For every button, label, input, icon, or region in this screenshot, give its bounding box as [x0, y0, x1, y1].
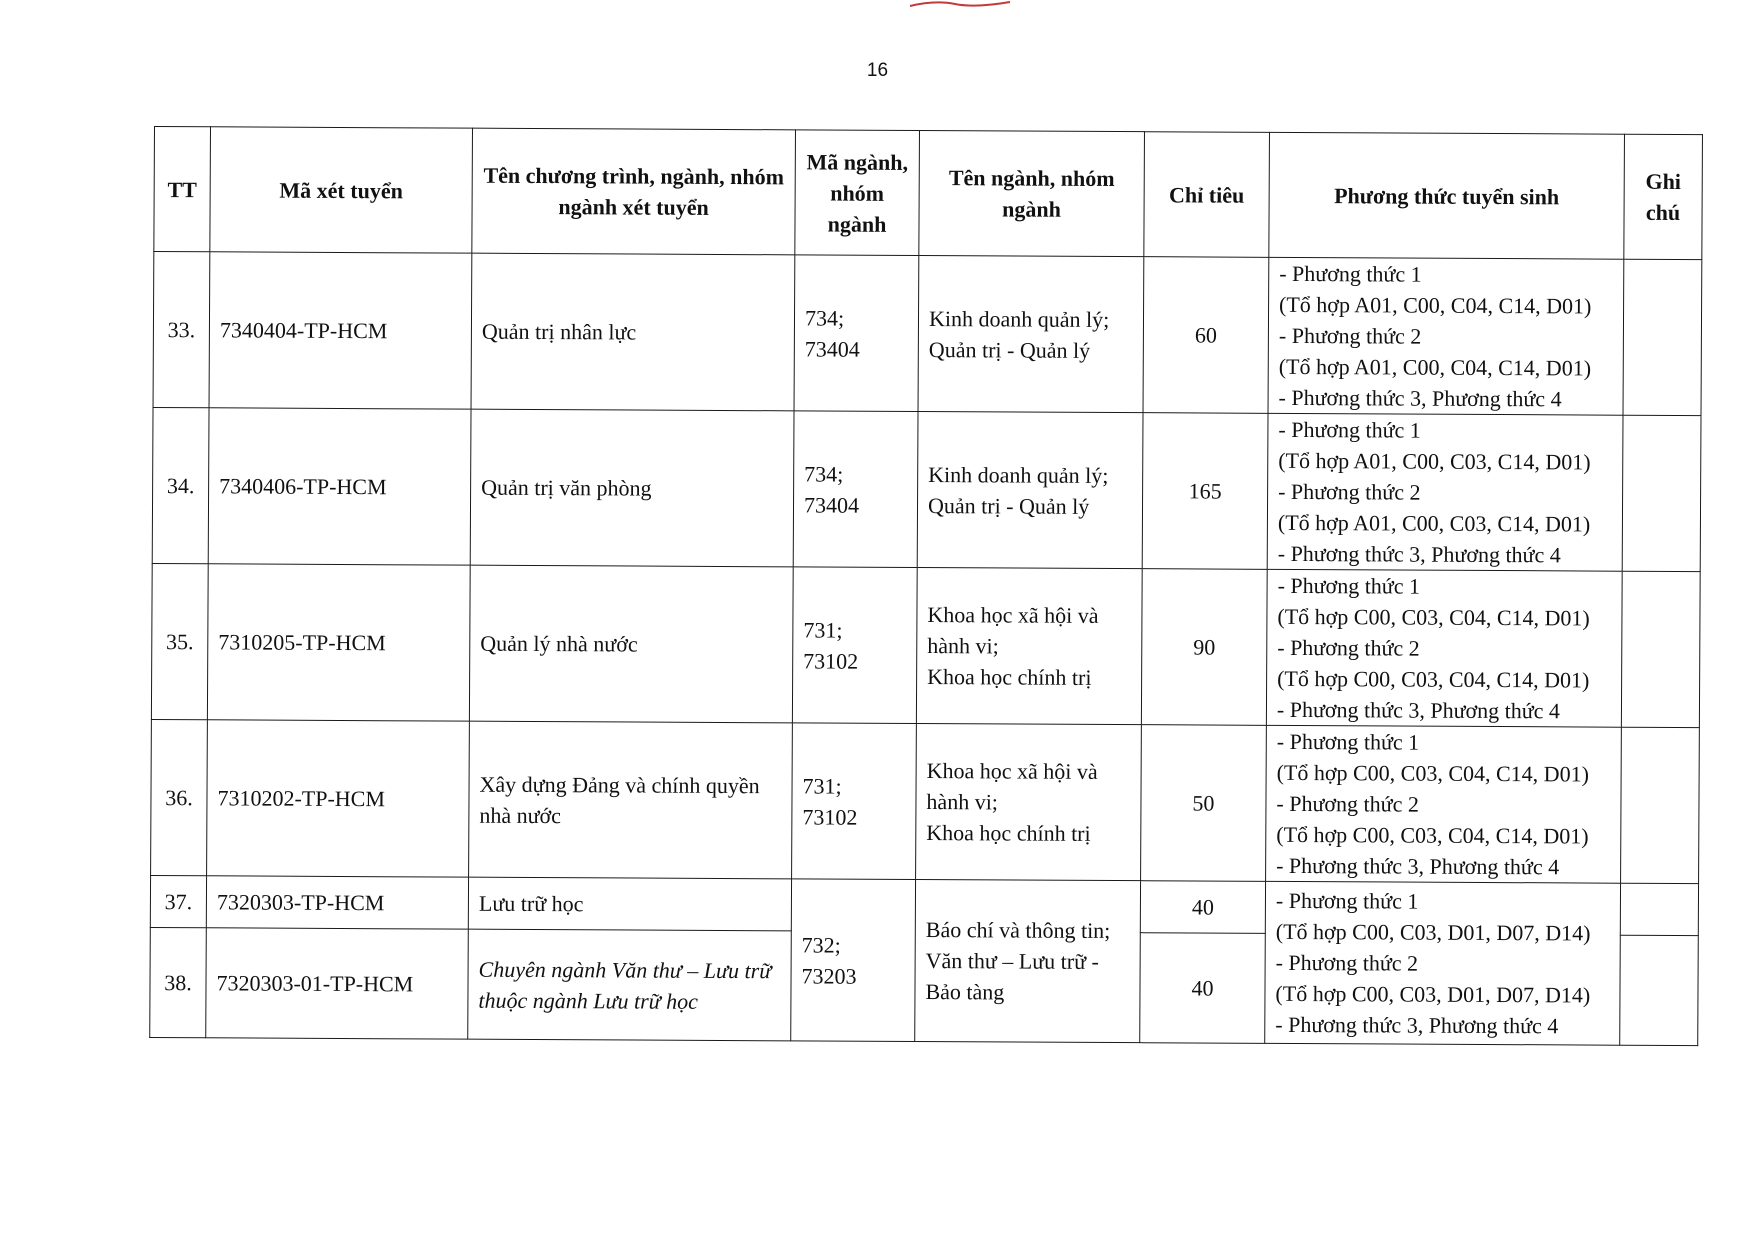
admissions-table — [149, 126, 1703, 1046]
method-line: - Phương thức 2 — [1275, 949, 1419, 976]
header-quota: Chỉ tiêu — [1144, 132, 1270, 258]
major-code-line: 73102 — [803, 647, 859, 674]
method-line: - Phương thức 3, Phương thức 4 — [1275, 1011, 1559, 1039]
method-line: (Tổ hợp A01, C00, C04, C14, D01) — [1279, 291, 1592, 319]
row-admission-code: 7320303-TP-HCM — [206, 876, 468, 929]
row-note — [1621, 571, 1700, 727]
row-program-name: Lưu trữ học — [468, 877, 791, 931]
major-name-line: hành vi; — [927, 633, 999, 659]
row-note — [1623, 259, 1702, 415]
method-line: - Phương thức 2 — [1276, 790, 1419, 817]
method-line: - Phương thức 1 — [1276, 728, 1420, 755]
row-tt: 37. — [150, 875, 206, 927]
row-methods — [1265, 881, 1621, 1045]
table-row — [151, 719, 1700, 883]
method-line: (Tổ hợp A01, C00, C03, C14, D01) — [1277, 509, 1591, 537]
method-line: - Phương thức 3, Phương thức 4 — [1276, 696, 1561, 724]
row-tt: 34. — [152, 407, 209, 563]
major-name-line: Quản trị - Quản lý — [927, 492, 1090, 519]
row-tt: 35. — [151, 563, 208, 719]
method-line: (Tổ hợp C00, C03, C04, C14, D01) — [1277, 603, 1590, 631]
table-header-row — [154, 127, 1703, 260]
header-major-name: Tên ngành, nhóm ngành — [919, 131, 1145, 257]
row-major-name — [916, 724, 1142, 881]
method-line: - Phương thức 2 — [1277, 634, 1420, 661]
table-row — [152, 407, 1701, 571]
stamp-fragment-icon — [905, 0, 1015, 8]
page-number: 16 — [866, 60, 889, 81]
row-quota: 50 — [1141, 725, 1267, 882]
row-program-name: Quản lý nhà nước — [469, 565, 793, 723]
row-tt: 38. — [150, 927, 207, 1037]
major-code-line: 734; — [804, 304, 845, 331]
major-name-line: Kinh doanh quản lý; — [928, 305, 1110, 332]
row-methods — [1266, 725, 1622, 883]
major-code-line: 73203 — [801, 962, 857, 989]
row-note — [1621, 727, 1700, 883]
method-line: (Tổ hợp C00, C03, D01, D07, D14) — [1275, 918, 1591, 946]
row-quota: 165 — [1142, 413, 1268, 570]
row-major-code — [794, 255, 919, 412]
table-row — [150, 875, 1698, 935]
row-methods — [1268, 257, 1624, 415]
row-program-name: Quản trị nhân lực — [471, 253, 795, 411]
method-line: - Phương thức 3, Phương thức 4 — [1278, 384, 1562, 412]
method-line: (Tổ hợp C00, C03, D01, D07, D14) — [1275, 980, 1591, 1008]
row-major-name — [915, 879, 1141, 1042]
table-row — [153, 252, 1702, 416]
row-program-name: Xây dựng Đảng và chính quyền nhà nước — [469, 721, 793, 879]
row-major-code — [792, 567, 917, 724]
major-code-line: 73404 — [803, 491, 860, 518]
row-major-code — [793, 411, 918, 568]
row-major-code — [792, 723, 917, 880]
row-quota: 40 — [1140, 933, 1266, 1044]
row-admission-code: 7310205-TP-HCM — [207, 564, 470, 721]
row-quota: 90 — [1141, 569, 1267, 726]
major-name-line: Văn thư – Lưu trữ - — [925, 948, 1099, 974]
method-line: (Tổ hợp C00, C03, C04, C14, D01) — [1276, 821, 1589, 849]
row-note — [1622, 415, 1701, 571]
row-major-name — [918, 256, 1144, 413]
method-line: (Tổ hợp A01, C00, C03, C14, D01) — [1278, 447, 1591, 475]
method-line: - Phương thức 2 — [1278, 322, 1422, 349]
major-name-line: hành vi; — [926, 789, 999, 815]
major-code-line: 732; — [801, 931, 841, 958]
header-methods: Phương thức tuyển sinh — [1269, 132, 1625, 259]
major-name-line: Khoa học xã hội và — [926, 758, 1098, 784]
major-code-line: 73404 — [804, 335, 860, 362]
major-code-line: 734; — [804, 460, 844, 487]
row-tt: 33. — [153, 252, 210, 408]
method-line: (Tổ hợp C00, C03, C04, C14, D01) — [1276, 759, 1590, 787]
row-quota: 40 — [1140, 881, 1265, 934]
row-admission-code: 7310202-TP-HCM — [207, 720, 470, 877]
row-admission-code: 7340404-TP-HCM — [209, 252, 472, 409]
major-name-line: Quản trị - Quản lý — [928, 336, 1091, 363]
header-program-name: Tên chương trình, ngành, nhóm ngành xét tuyển — [472, 128, 796, 255]
method-line: - Phương thức 3, Phương thức 4 — [1277, 540, 1561, 568]
header-tt: TT — [154, 127, 211, 252]
method-line: (Tổ hợp C00, C03, C04, C14, D01) — [1277, 665, 1590, 693]
major-name-line: Bảo tàng — [925, 979, 1005, 1005]
row-methods — [1267, 413, 1623, 571]
row-major-name — [916, 568, 1142, 725]
row-program-name: Chuyên ngành Văn thư – Lưu trữ thuộc ngành Lưu trữ học — [468, 929, 792, 1041]
major-name-line: Khoa học chính trị — [927, 664, 1092, 690]
row-major-name — [917, 412, 1143, 569]
row-admission-code: 7320303-01-TP-HCM — [206, 928, 469, 1039]
method-line: - Phương thức 2 — [1278, 478, 1421, 505]
row-note — [1620, 883, 1698, 935]
row-methods — [1266, 569, 1622, 727]
major-name-line: Khoa học xã hội và — [927, 602, 1099, 628]
major-name-line: Khoa học chính trị — [926, 820, 1091, 846]
method-line: (Tổ hợp A01, C00, C04, C14, D01) — [1278, 353, 1592, 381]
header-note: Ghi chú — [1624, 134, 1703, 259]
major-code-line: 731; — [802, 772, 842, 799]
table-row — [151, 563, 1700, 727]
header-major-code: Mã ngành, nhóm ngành — [795, 130, 920, 256]
row-note — [1620, 935, 1699, 1045]
method-line: - Phương thức 1 — [1278, 416, 1421, 443]
major-code-line: 73102 — [802, 803, 858, 830]
major-name-line: Kinh doanh quản lý; — [928, 461, 1109, 488]
major-code-line: 731; — [803, 616, 843, 643]
method-line: - Phương thức 1 — [1277, 572, 1421, 599]
method-line: - Phương thức 3, Phương thức 4 — [1276, 852, 1560, 880]
row-tt: 36. — [151, 719, 208, 875]
row-major-code — [791, 879, 916, 1042]
header-admission-code: Mã xét tuyển — [210, 127, 473, 253]
method-line: - Phương thức 1 — [1279, 260, 1422, 287]
row-program-name: Quản trị văn phòng — [470, 409, 794, 567]
row-admission-code: 7340406-TP-HCM — [208, 408, 471, 565]
row-quota: 60 — [1143, 257, 1269, 414]
method-line: - Phương thức 1 — [1275, 887, 1419, 914]
major-name-line: Báo chí và thông tin; — [925, 917, 1111, 944]
